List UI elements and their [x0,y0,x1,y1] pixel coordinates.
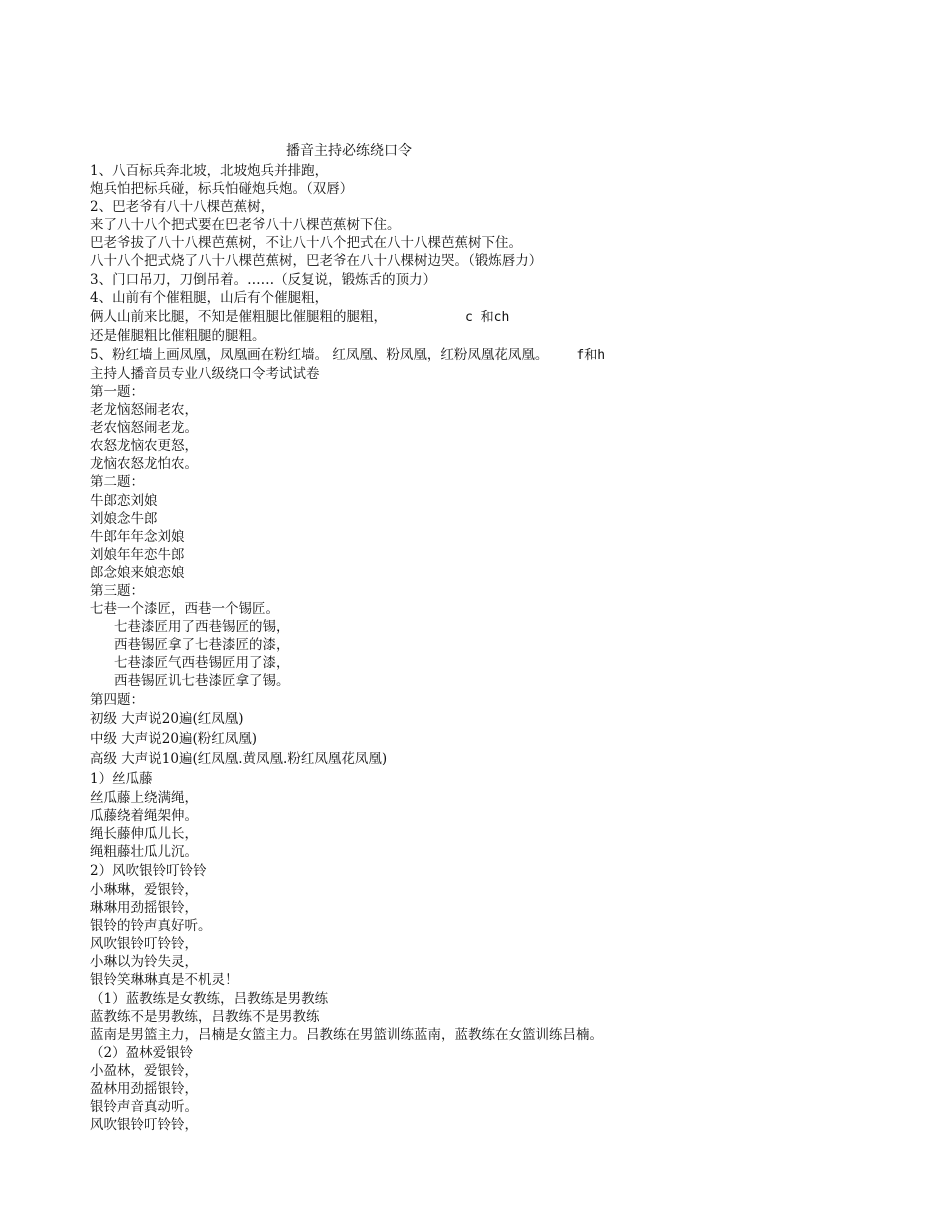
question-label: 第三题： [90,582,144,599]
text-line: 老农恼怒闹老龙。 [90,420,198,437]
text-line: 5、粉红墙上画凤凰，凤凰画在粉红墙。 红凤凰、粉凤凰，红粉凤凰花凤凰。 [90,346,549,363]
text-line: 4、山前有个催粗腿，山后有个催腿粗， [90,289,329,306]
section-title: （1）蓝教练是女教练，吕教练是男教练 [90,990,329,1007]
text-line: 牛郎年年念刘娘 [90,528,185,545]
text-line: 西巷锡匠拿了七巷漆匠的漆， [114,637,290,654]
text-line: 风吹银铃叮铃铃， [90,936,198,953]
text-line: 初级 大声说20遍(红凤凰) [90,710,244,727]
text-line: 来了八十八个把式要在巴老爷八十八棵芭蕉树下住。 [90,217,401,234]
text-line: 炮兵怕把标兵碰，标兵怕碰炮兵炮。（双唇） [90,181,354,198]
text-line: 瓜藤绕着绳架伸。 [90,807,198,824]
text-line: 七巷漆匠气西巷锡匠用了漆， [114,655,290,672]
section-title: 2）风吹银铃叮铃铃 [90,863,207,879]
text-line: 蓝教练不是男教练，吕教练不是男教练 [90,1008,320,1025]
text-line: 西巷锡匠讥七巷漆匠拿了锡。 [114,673,290,690]
text-line: 银铃笑琳琳真是不机灵！ [90,972,239,989]
text-line: 银铃声音真动听。 [90,1099,198,1116]
text-line: 巴老爷拔了八十八棵芭蕉树，不让八十八个把式在八十八棵芭蕉树下住。 [90,235,522,252]
text-line: 还是催腿粗比催粗腿的腿粗。 [90,327,266,344]
text-line: 八十八个把式烧了八十八棵芭蕉树，巴老爷在八十八棵树边哭。（锻炼唇力） [90,253,543,270]
text-line: 刘娘念牛郎 [90,510,158,527]
text-line: 俩人山前来比腿，不知是催粗腿比催腿粗的腿粗， [90,308,387,325]
text-line: 农怒龙恼农更怒， [90,438,198,455]
text-line: 小琳以为铃失灵， [90,954,198,971]
text-line: 琳琳用劲摇银铃， [90,900,198,917]
text-line: 银铃的铃声真好听。 [90,918,212,935]
text-line: 小琳琳，爱银铃， [90,882,198,898]
text-line: 郎念娘来娘恋娘 [90,564,185,581]
question-label: 第一题： [90,383,144,400]
text-line: 丝瓜藤上绕满绳， [90,789,198,806]
text-line: 绳长藤伸瓜儿长， [90,825,198,842]
text-line: 高级 大声说10遍(红凤凰.黄凤凰.粉红凤凰花凤凰) [90,750,388,767]
exam-title: 主持人播音员专业八级绕口令考试试卷 [90,365,320,382]
text-line: 七巷一个漆匠，西巷一个锡匠。 [90,601,279,618]
text-line: 龙恼农怒龙怕农。 [90,456,198,473]
text-line: 牛郎恋刘娘 [90,492,158,509]
text-line: 七巷漆匠用了西巷锡匠的锡， [114,619,290,636]
section-title: 1）丝瓜藤 [90,770,153,787]
section-title: （2）盈林爱银铃 [90,1044,194,1061]
text-line: 小盈林，爱银铃， [90,1062,198,1079]
document-body [90,162,930,1134]
text-line-with-note [90,345,930,365]
text-line: 1、八百标兵奔北坡，北坡炮兵并排跑， [90,163,329,179]
text-line: 刘娘年年恋牛郎 [90,546,185,563]
pronunciation-note: c 和ch [465,309,510,325]
document-title: 播音主持必练绕口令 [286,143,412,159]
question-label: 第四题： [90,691,144,708]
text-line: 中级 大声说20遍(粉红凤凰) [90,730,258,747]
text-line-with-note [90,307,930,327]
text-line: 盈林用劲摇银铃， [90,1081,198,1098]
text-line: 2、巴老爷有八十八棵芭蕉树， [90,199,275,216]
pronunciation-note: f和h [576,347,606,363]
question-label: 第二题： [90,474,144,491]
text-line: 蓝南是男篮主力，吕楠是女篮主力。吕教练在男篮训练蓝南，蓝教练在女篮训练吕楠。 [90,1026,603,1043]
text-line: 3、门口吊刀，刀倒吊着。……（反复说，锻炼舌的顶力） [90,271,437,288]
text-line: 风吹银铃叮铃铃， [90,1117,198,1134]
text-line: 老龙恼怒闹老农， [90,402,198,419]
text-line: 绳粗藤壮瓜儿沉。 [90,843,198,860]
